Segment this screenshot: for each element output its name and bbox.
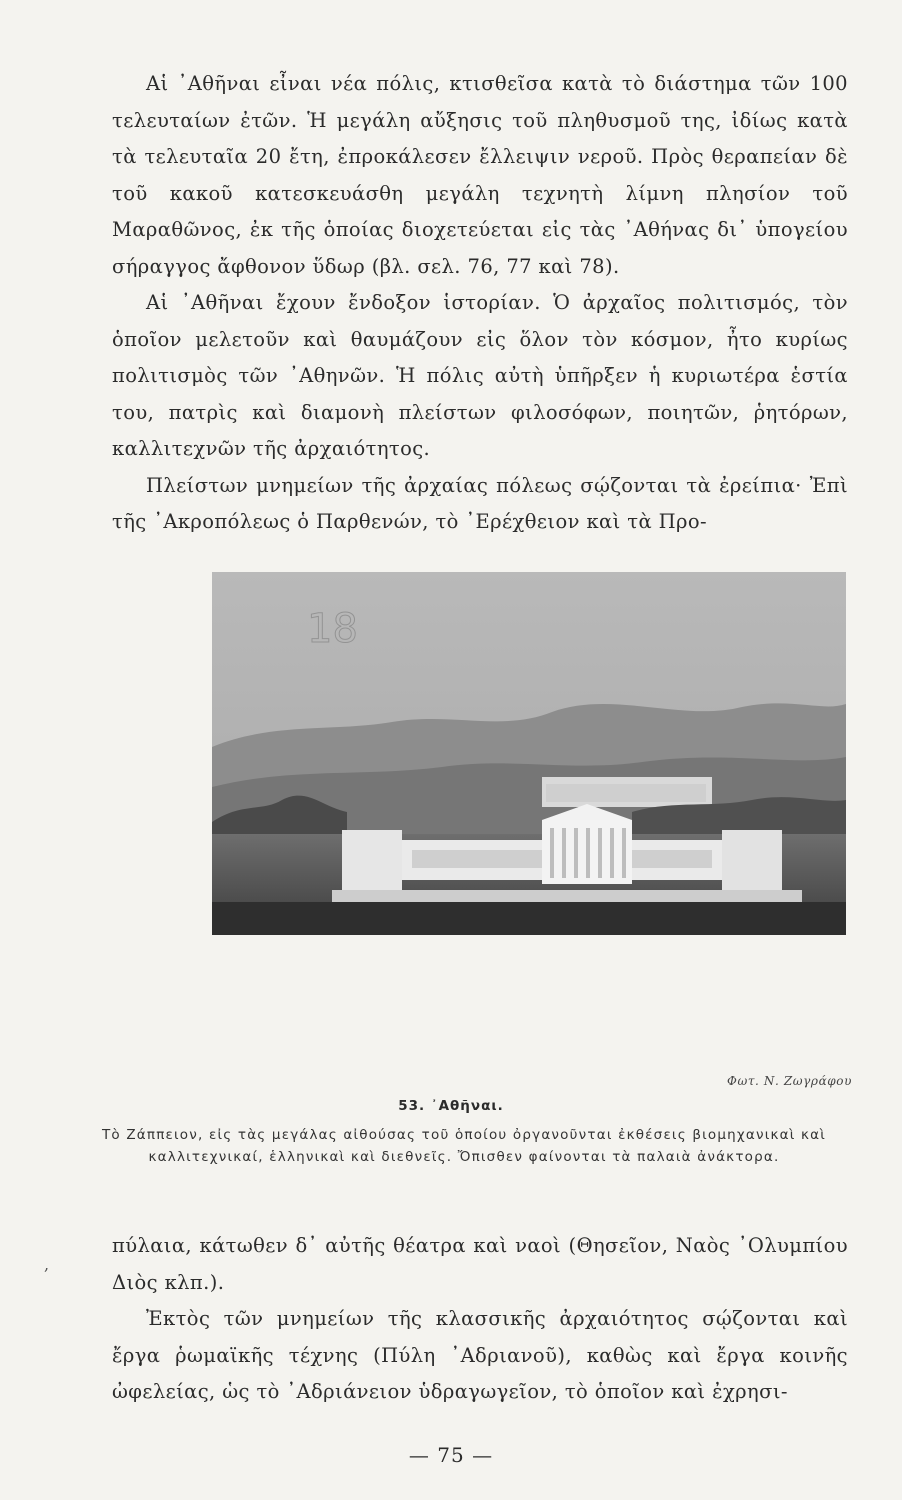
- zappeion-photograph: [212, 572, 846, 935]
- margin-mark: ,: [44, 1255, 50, 1274]
- body-text-top: [112, 66, 848, 541]
- body-text-bottom: [112, 1228, 848, 1411]
- photo-credit: Φωτ. Ν. Ζωγράφου: [727, 1074, 852, 1088]
- paragraph-1: Αἱ ᾿Αθῆναι εἶναι νέα πόλις, κτισθεῖσα κατὰ τὸ διάστημα τῶν 100 τελευταίων ἐτῶν. Ἡ μεγάλη αὔξησις τοῦ πληθυσμοῦ της, ἰδίως κατὰ τὰ τελευταῖα 20 ἔτη, ἐπροκάλεσεν ἔλλειψιν νεροῦ. Πρὸς θεραπείαν δὲ τοῦ κακοῦ κατεσκευάσθη μεγάλη τεχνητὴ λίμνη πλησίον τοῦ Μαραθῶνος, ἐκ τῆς ὁποίας διοχετεύεται εἰς τὰς ᾿Αθήνας δι᾿ ὑπογείου σήραγγος ἄφθονον ὕδωρ (βλ. σελ. 76, 77 καὶ 78).: [112, 72, 848, 278]
- page-number: — 75 —: [408, 1443, 494, 1467]
- paragraph-5: Ἐκτὸς τῶν μνημείων τῆς κλασσικῆς ἀρχαιότητος σῴζονται καὶ ἔργα ῥωμαϊκῆς τέχνης (Πύλη ᾿Αδριανοῦ), καθὼς καὶ ἔργα κοινῆς ὠφελείας, ὡς τὸ ᾿Αδριάνειον ὑδραγωγεῖον, τὸ ὁποῖον καὶ ἐχρησι-: [112, 1307, 848, 1403]
- paragraph-2: Αἱ ᾿Αθῆναι ἔχουν ἔνδοξον ἱστορίαν. Ὁ ἀρχαῖος πολιτισμός, τὸν ὁποῖον μελετοῦν καὶ θαυμάζουν εἰς ὅλον τὸν κόσμον, ἦτο κυρίως πολιτισμὸς τῶν ᾿Αθηνῶν. Ἡ πόλις αὐτὴ ὑπῆρξεν ἡ κυριωτέρα ἑστία του, πατρὶς καὶ διαμονὴ πλείστων φιλοσόφων, ποιητῶν, ῥητόρων, καλλιτεχνῶν τῆς ἀρχαιότητος.: [112, 291, 848, 460]
- paragraph-4: πύλαια, κάτωθεν δ᾿ αὐτῆς θέατρα καὶ ναοὶ (Θησεῖον, Ναὸς ᾿Ολυμπίου Διὸς κλπ.).: [112, 1234, 848, 1294]
- figure-title: 53. ᾿Αθῆναι.: [398, 1098, 504, 1114]
- figure-caption: Τὸ Ζάππειον, εἰς τὰς μεγάλας αἰθούσας τοῦ ὁποίου ὀργανοῦνται ἐκθέσεις βιομηχανικαὶ καὶ καλλιτεχνικαί, ἑλληνικαὶ καὶ διεθνεῖς. Ὄπισθεν φαίνονται τὰ παλαιὰ ἀνάκτορα.: [101, 1127, 827, 1165]
- paragraph-3: Πλείστων μνημείων τῆς ἀρχαίας πόλεως σῴζονται τὰ ἐρείπια· Ἐπὶ τῆς ᾿Ακροπόλεως ὁ Παρθενών, τὸ ᾿Ερέχθειον καὶ τὰ Προ-: [112, 473, 848, 533]
- pencil-annotation: 18: [307, 606, 358, 652]
